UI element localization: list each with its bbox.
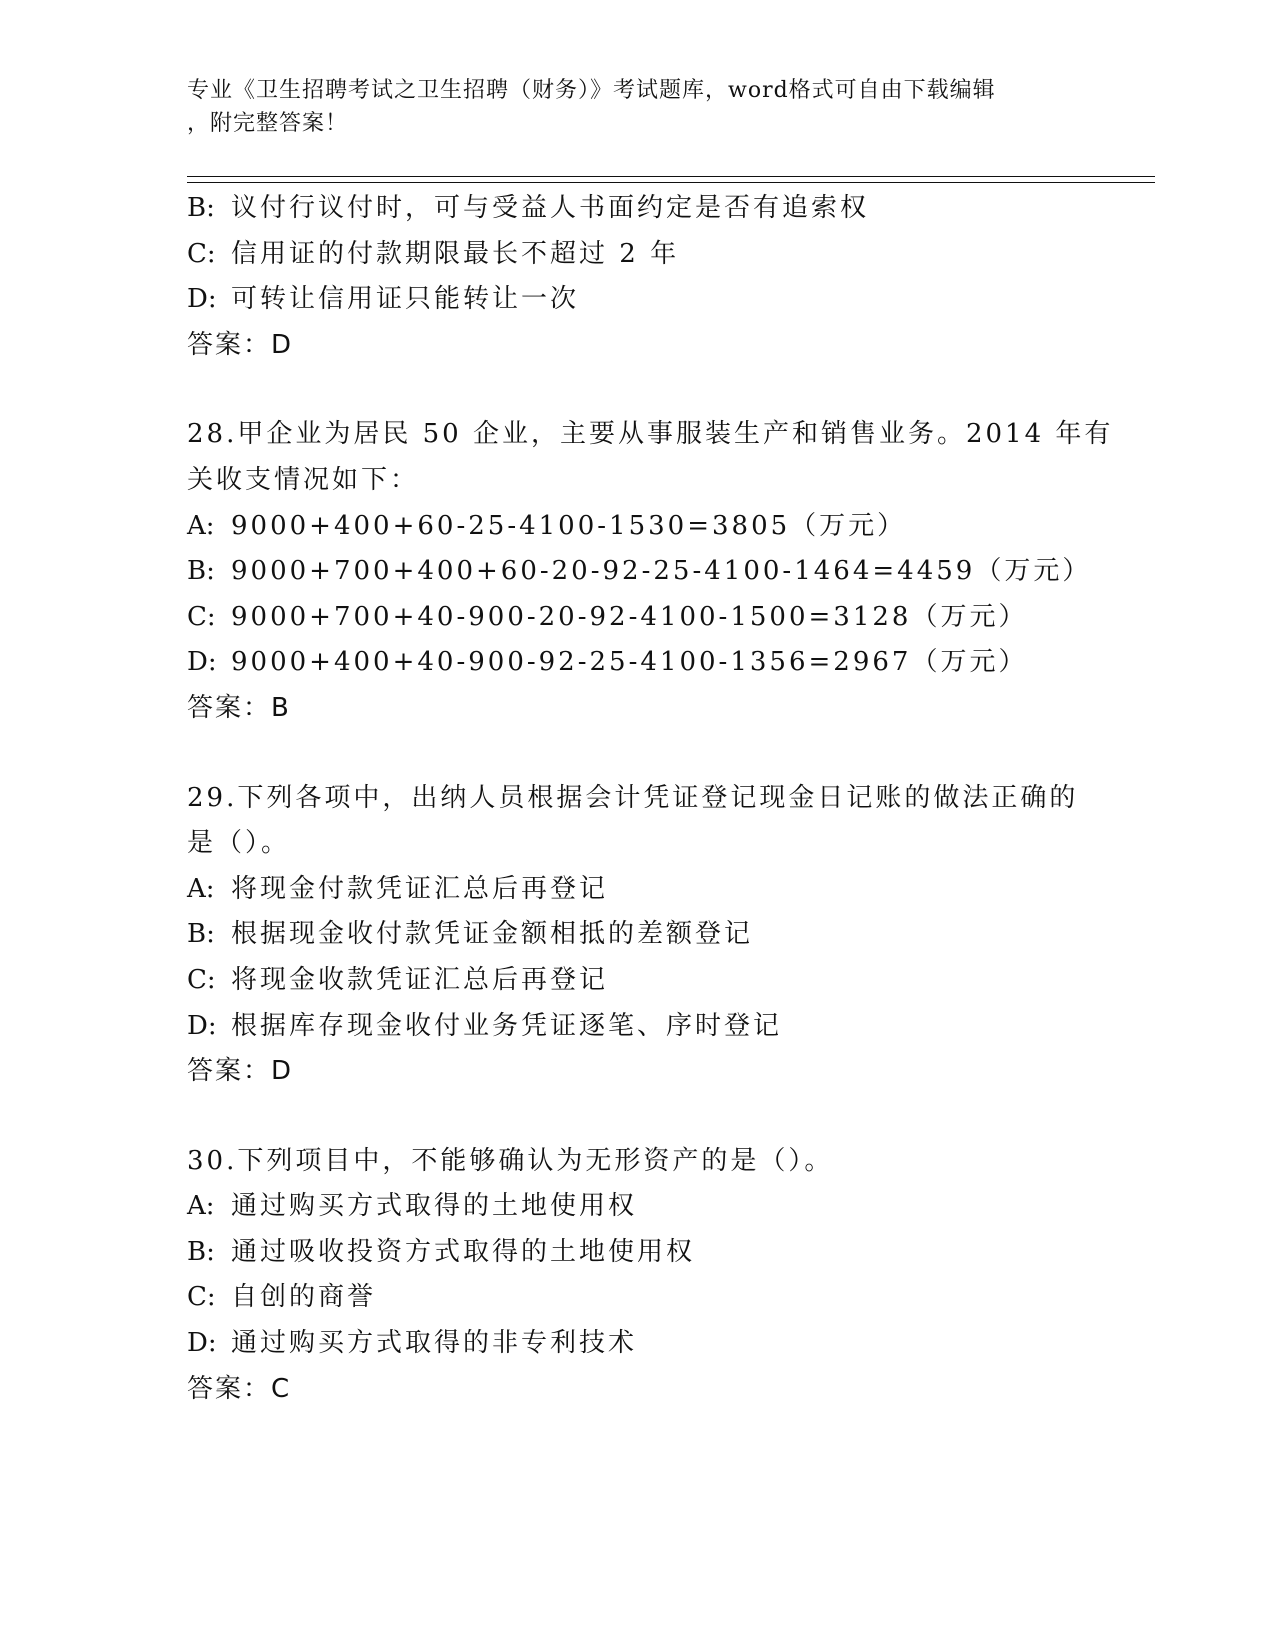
header-line-2: ，附完整答案！ <box>187 111 349 136</box>
option-label: D: <box>187 284 217 315</box>
option-label: D: <box>187 1010 217 1041</box>
question-stem-continued: 是（）。 <box>187 828 291 859</box>
option-d <box>187 1004 1147 1050</box>
option-label: C: <box>187 601 216 632</box>
answer-line: 答案：B <box>187 692 291 723</box>
header-divider-top <box>187 176 1155 177</box>
option-label: A: <box>187 1191 215 1222</box>
option-d <box>187 1321 1147 1367</box>
option-text: 可转让信用证只能转让一次 <box>231 284 580 315</box>
document-header <box>187 74 1087 140</box>
question-stem: 30.下列项目中，不能够确认为无形资产的是（）。 <box>187 1145 834 1176</box>
option-label: C: <box>187 964 216 995</box>
option-label: D: <box>187 647 217 678</box>
option-label: D: <box>187 1328 217 1359</box>
question-content <box>187 186 1147 1412</box>
option-text: 9000+700+400+60-20-92-25-4100-1464=4459（万元） <box>231 556 1092 587</box>
option-text: 9000+400+60-25-4100-1530=3805（万元） <box>231 510 907 541</box>
option-text: 通过购买方式取得的非专利技术 <box>231 1328 638 1359</box>
option-text: 通过吸收投资方式取得的土地使用权 <box>231 1236 696 1267</box>
option-a <box>187 504 1147 550</box>
header-divider-bottom <box>187 182 1155 183</box>
option-label: B: <box>187 919 215 950</box>
spacer <box>187 368 1147 412</box>
option-text: 9000+700+40-900-20-92-4100-1500=3128（万元） <box>231 601 1028 632</box>
option-text: 信用证的付款期限最长不超过 2 年 <box>231 238 680 269</box>
option-b <box>187 912 1147 958</box>
option-text: 9000+400+40-900-92-25-4100-1356=2967（万元） <box>231 647 1028 678</box>
option-label: B: <box>187 556 215 587</box>
option-label: B: <box>187 193 215 223</box>
option-d <box>187 277 1147 323</box>
option-a <box>187 867 1147 913</box>
answer-line: 答案：C <box>187 1373 292 1404</box>
option-a <box>187 1184 1147 1230</box>
answer-line: 答案：D <box>187 1056 294 1087</box>
option-b <box>187 186 1147 232</box>
option-b <box>187 1230 1147 1276</box>
spacer <box>187 732 1147 776</box>
spacer <box>187 1095 1147 1139</box>
question-stem-continued: 关收支情况如下： <box>187 464 420 495</box>
option-label: A: <box>187 510 215 541</box>
question-30 <box>187 1139 1147 1413</box>
option-label: A: <box>187 873 215 904</box>
option-text: 通过购买方式取得的土地使用权 <box>231 1191 638 1222</box>
header-line-1: 专业《卫生招聘考试之卫生招聘（财务）》考试题库，word格式可自由下载编辑 <box>187 78 996 103</box>
option-d <box>187 640 1147 686</box>
question-stem: 29.下列各项中，出纳人员根据会计凭证登记现金日记账的做法正确的 <box>187 782 1079 813</box>
option-c <box>187 232 1147 278</box>
question-28 <box>187 412 1147 731</box>
answer-line: 答案：D <box>187 329 294 360</box>
option-text: 将现金付款凭证汇总后再登记 <box>231 873 609 904</box>
option-label: C: <box>187 1282 216 1313</box>
option-text: 根据库存现金收付业务凭证逐笔、序时登记 <box>231 1010 783 1041</box>
option-text: 根据现金收付款凭证金额相抵的差额登记 <box>231 919 754 950</box>
option-c <box>187 1275 1147 1321</box>
option-text: 将现金收款凭证汇总后再登记 <box>231 964 609 995</box>
option-c <box>187 595 1147 641</box>
option-c <box>187 958 1147 1004</box>
question-29 <box>187 776 1147 1095</box>
option-b <box>187 549 1147 595</box>
option-text: 议付行议付时，可与受益人书面约定是否有追索权 <box>231 193 870 223</box>
option-label: C: <box>187 238 216 269</box>
option-text: 自创的商誉 <box>231 1282 377 1313</box>
question-27 <box>187 186 1147 368</box>
option-label: B: <box>187 1236 215 1267</box>
question-stem: 28.甲企业为居民 50 企业，主要从事服装生产和销售业务。2014 年有 <box>187 419 1114 450</box>
